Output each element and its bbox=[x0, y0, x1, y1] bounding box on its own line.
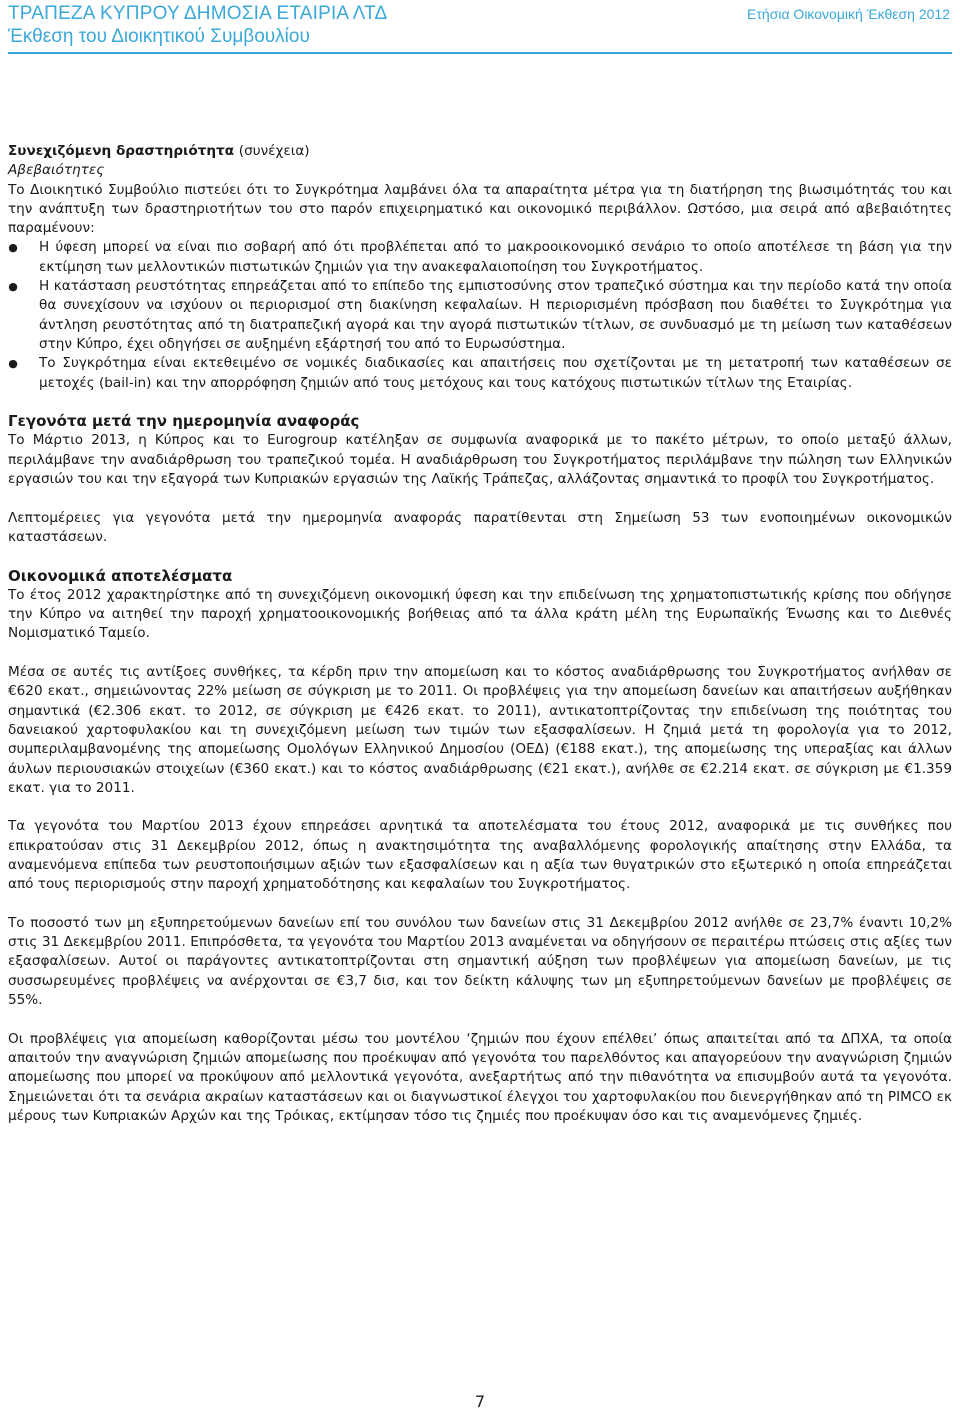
paragraph: Το έτος 2012 χαρακτηρίστηκε από τη συνεχιζόμενη οικονομική ύφεση και την επιδείνωση της χρηματοπιστωτικής κρίσης που οδήγησε την Κύπρο να αιτηθεί την παροχή χρηματοοικονομικής βοήθειας από τα άλλα κράτη μέλη της Ευρωπαϊκής Ένωσης και το Διεθνές Νομισματικό Ταμείο. bbox=[8, 586, 952, 642]
section-going-concern-heading bbox=[8, 142, 952, 161]
page-number: 7 bbox=[474, 1392, 486, 1411]
header-report-title: Ετήσια Οικονομική Έκθεση 2012 bbox=[747, 6, 950, 22]
paragraph: Μέσα σε αυτές τις αντίξοες συνθήκες, τα κέρδη πριν την απομείωση και το κόστος αναδιάρθρωσης του Συγκροτήματος ανήλθαν σε €620 εκατ., σημειώνοντας 22% μείωση σε σύγκριση με το 2011. Οι προβλέψεις για την απομείωση δανείων και απαιτήσεων αυξήθηκαν σημαντικά (€2.306 εκατ. το 2012, σε σύγκριση με €426 εκατ. το 2011), αντικατοπτρίζοντας την επιδείνωση της ποιότητας του δανειακού χαρτοφυλακίου και τη συνεχιζόμενη μείωση των τιμών των εξασφαλίσεων. Η ζημιά μετά τη φορολογία για το 2012, συμπεριλαμβανομένης της απομείωσης Ομολόγων Ελληνικού Δημοσίου (ΟΕΔ) (€188 εκατ.), της απομείωσης της υπεραξίας και άλλων άυλων περιουσιακών στοιχείων (€360 εκατ.) και το κόστος αναδιάρθρωσης (€21 εκατ.), ανήλθε σε €2.214 εκατ. σε σύγκριση με €1.359 εκατ. για το 2011. bbox=[8, 664, 952, 796]
header-title-block bbox=[8, 2, 387, 48]
section-financial-results-title: Οικονομικά αποτελέσματα bbox=[8, 566, 233, 585]
uncertainties-list bbox=[8, 238, 952, 392]
list-item: ● Το Συγκρότημα είναι εκτεθειμένο σε νομικές διαδικασίες και απαιτήσεις που σχετίζονται με τη μετατροπή των καταθέσεων σε μετοχές (bail-in) και την απορρόφηση ζημιών από τους μετόχους και τους κατόχους πιστωτικών τίτλων της Εταιρίας. bbox=[8, 355, 952, 391]
uncertainties-intro: Το Διοικητικό Συμβούλιο πιστεύει ότι το Συγκρότημα λαμβάνει όλα τα απαραίτητα μέτρα για τη διατήρηση της βιωσιμότητάς του και την ανάπτυξη των δραστηριοτήτων του στο παρόν επιχειρηματικό και οικονομικό περιβάλλον. Ωστόσο, μια σειρά από αβεβαιότητες παραμένουν: bbox=[8, 181, 952, 237]
header-company-name: ΤΡΑΠΕΖΑ ΚΥΠΡΟΥ ΔΗΜΟΣΙΑ ΕΤΑΙΡΙΑ ΛΤΔ bbox=[8, 3, 388, 24]
bullet-icon: ● bbox=[8, 241, 18, 255]
list-item: ● Η κατάσταση ρευστότητας επηρεάζεται από το επίπεδο της εμπιστοσύνης στον τραπεζικό σύστημα και την περίοδο κατά την οποία θα συνεχίσουν να ισχύουν οι περιορισμοί στη διακίνηση κεφαλαίων. Η περιορισμένη πρόσβαση που διαθέτει το Συγκρότημα για άντληση ρευστότητας από τη διατραπεζική αγορά και την αγορά πιστωτικών τίτλων, σε συνδυασμό με τη μείωση των καταθέσεων στην Κύπρο, έχει οδηγήσει σε αυξημένη εξάρτησή του από το Ευρωσύστημα. bbox=[8, 278, 952, 352]
section-subsequent-events-title: Γεγονότα μετά την ημερομηνία αναφοράς bbox=[8, 412, 360, 431]
paragraph: Λεπτομέρειες για γεγονότα μετά την ημερομηνία αναφοράς παρατίθενται στη Σημείωση 53 των ενοποιημένων οικονομικών καταστάσεων. bbox=[8, 509, 952, 545]
paragraph: Το Μάρτιο 2013, η Κύπρος και το Eurogroup κατέληξαν σε συμφωνία αναφορικά με το πακέτο μέτρων, το οποίο μεταξύ άλλων, περιλάμβανε την αναδιάρθρωση του τραπεζικού τομέα. Η αναδιάρθρωση του Συγκροτήματος περιλάμβανε την πώληση των Ελληνικών εργασιών του και την εξαγορά των Κυπριακών εργασιών της Λαϊκής Τράπεζας, αλλάζοντας σημαντικά το προφίλ του Συγκροτήματος. bbox=[8, 432, 952, 488]
bullet-icon: ● bbox=[8, 280, 18, 294]
header-report-section: Έκθεση του Διοικητικού Συμβουλίου bbox=[8, 26, 310, 47]
page-header bbox=[8, 0, 952, 58]
uncertainties-subheading: Αβεβαιότητες bbox=[8, 162, 105, 179]
document-body bbox=[8, 142, 952, 1126]
section-going-concern-note: (συνέχεια) bbox=[238, 143, 310, 159]
paragraph: Το ποσοστό των μη εξυπηρετούμενων δανείων επί του συνόλου των δανείων στις 31 Δεκεμβρίου 2012 ανήλθε σε 23,7% έναντι 10,2% στις 31 Δεκεμβρίου 2011. Επιπρόσθετα, τα γεγονότα του Μαρτίου 2013 αναμένεται να οδηγήσουν σε περαιτέρω πτώσεις στις αξίες των εξασφαλίσεων. Αυτοί οι παράγοντες αντικατοπτρίζονται στη σημαντική αύξηση των προβλέψεων για απομείωση δανείων, με τις συσσωρευμένες προβλέψεις να ανέρχονται σε €3,7 δισ, και τον δείκτη κάλυψης των μη εξυπηρετούμενων δανείων με προβλέψεις σε 55%. bbox=[8, 914, 952, 1009]
paragraph: Τα γεγονότα του Μαρτίου 2013 έχουν επηρεάσει αρνητικά τα αποτελέσματα του έτους 2012, αναφορικά με τις συνθήκες που επικρατούσαν στις 31 Δεκεμβρίου 2012, όπως η ανακτησιμότητα της αναβαλλόμενης φορολογικής απαίτησης στην Ελλάδα, τα αναμενόμενα επίπεδα των ρευστοποιήσιμων αξιών των εξασφαλίσεων και η αξία των θυγατρικών στο εξωτερικό η οποία επηρεάζεται από τους περιορισμούς στην παροχή χρηματοδότησης και κεφαλαίων του Συγκροτήματος. bbox=[8, 818, 952, 893]
header-divider bbox=[8, 52, 952, 54]
list-item: ● Η ύφεση μπορεί να είναι πιο σοβαρή από ότι προβλέπεται από το μακροοικονομικό σενάριο το οποίο αποτέλεσε τη βάση για την εκτίμηση των μελλοντικών πιστωτικών ζημιών για την ανακεφαλαιοποίηση του Συγκροτήματος. bbox=[8, 239, 952, 275]
bullet-icon: ● bbox=[8, 357, 18, 371]
section-going-concern-title: Συνεχιζόμενη δραστηριότητα bbox=[8, 143, 235, 159]
paragraph: Οι προβλέψεις για απομείωση καθορίζονται μέσω του μοντέλου ‘ζημιών που έχουν επέλθει’ όπως απαιτείται από τα ΔΠΧΑ, τα οποία απαιτούν την αναγνώριση ζημιών απομείωσης που προέκυψαν από γεγονότα του παρελθόντος και απαγορεύουν την αναγνώριση ζημιών απομείωσης που μπορεί να προκύψουν από μελλοντικά γεγονότα, ανεξαρτήτως από την πιθανότητα να επισυμβούν αυτά τα γεγονότα. Σημειώνεται ότι τα σενάρια ακραίων καταστάσεων και οι διαγνωστικοί έλεγχοι του χαρτοφυλακίου που διενεργήθηκαν από τη PIMCO εκ μέρους των Κυπριακών Αρχών και της Τρόικας, εκτίμησαν τόσο τις ζημιές που προέκυψαν όσο και τις αναμενόμενες ζημιές. bbox=[8, 1030, 952, 1124]
